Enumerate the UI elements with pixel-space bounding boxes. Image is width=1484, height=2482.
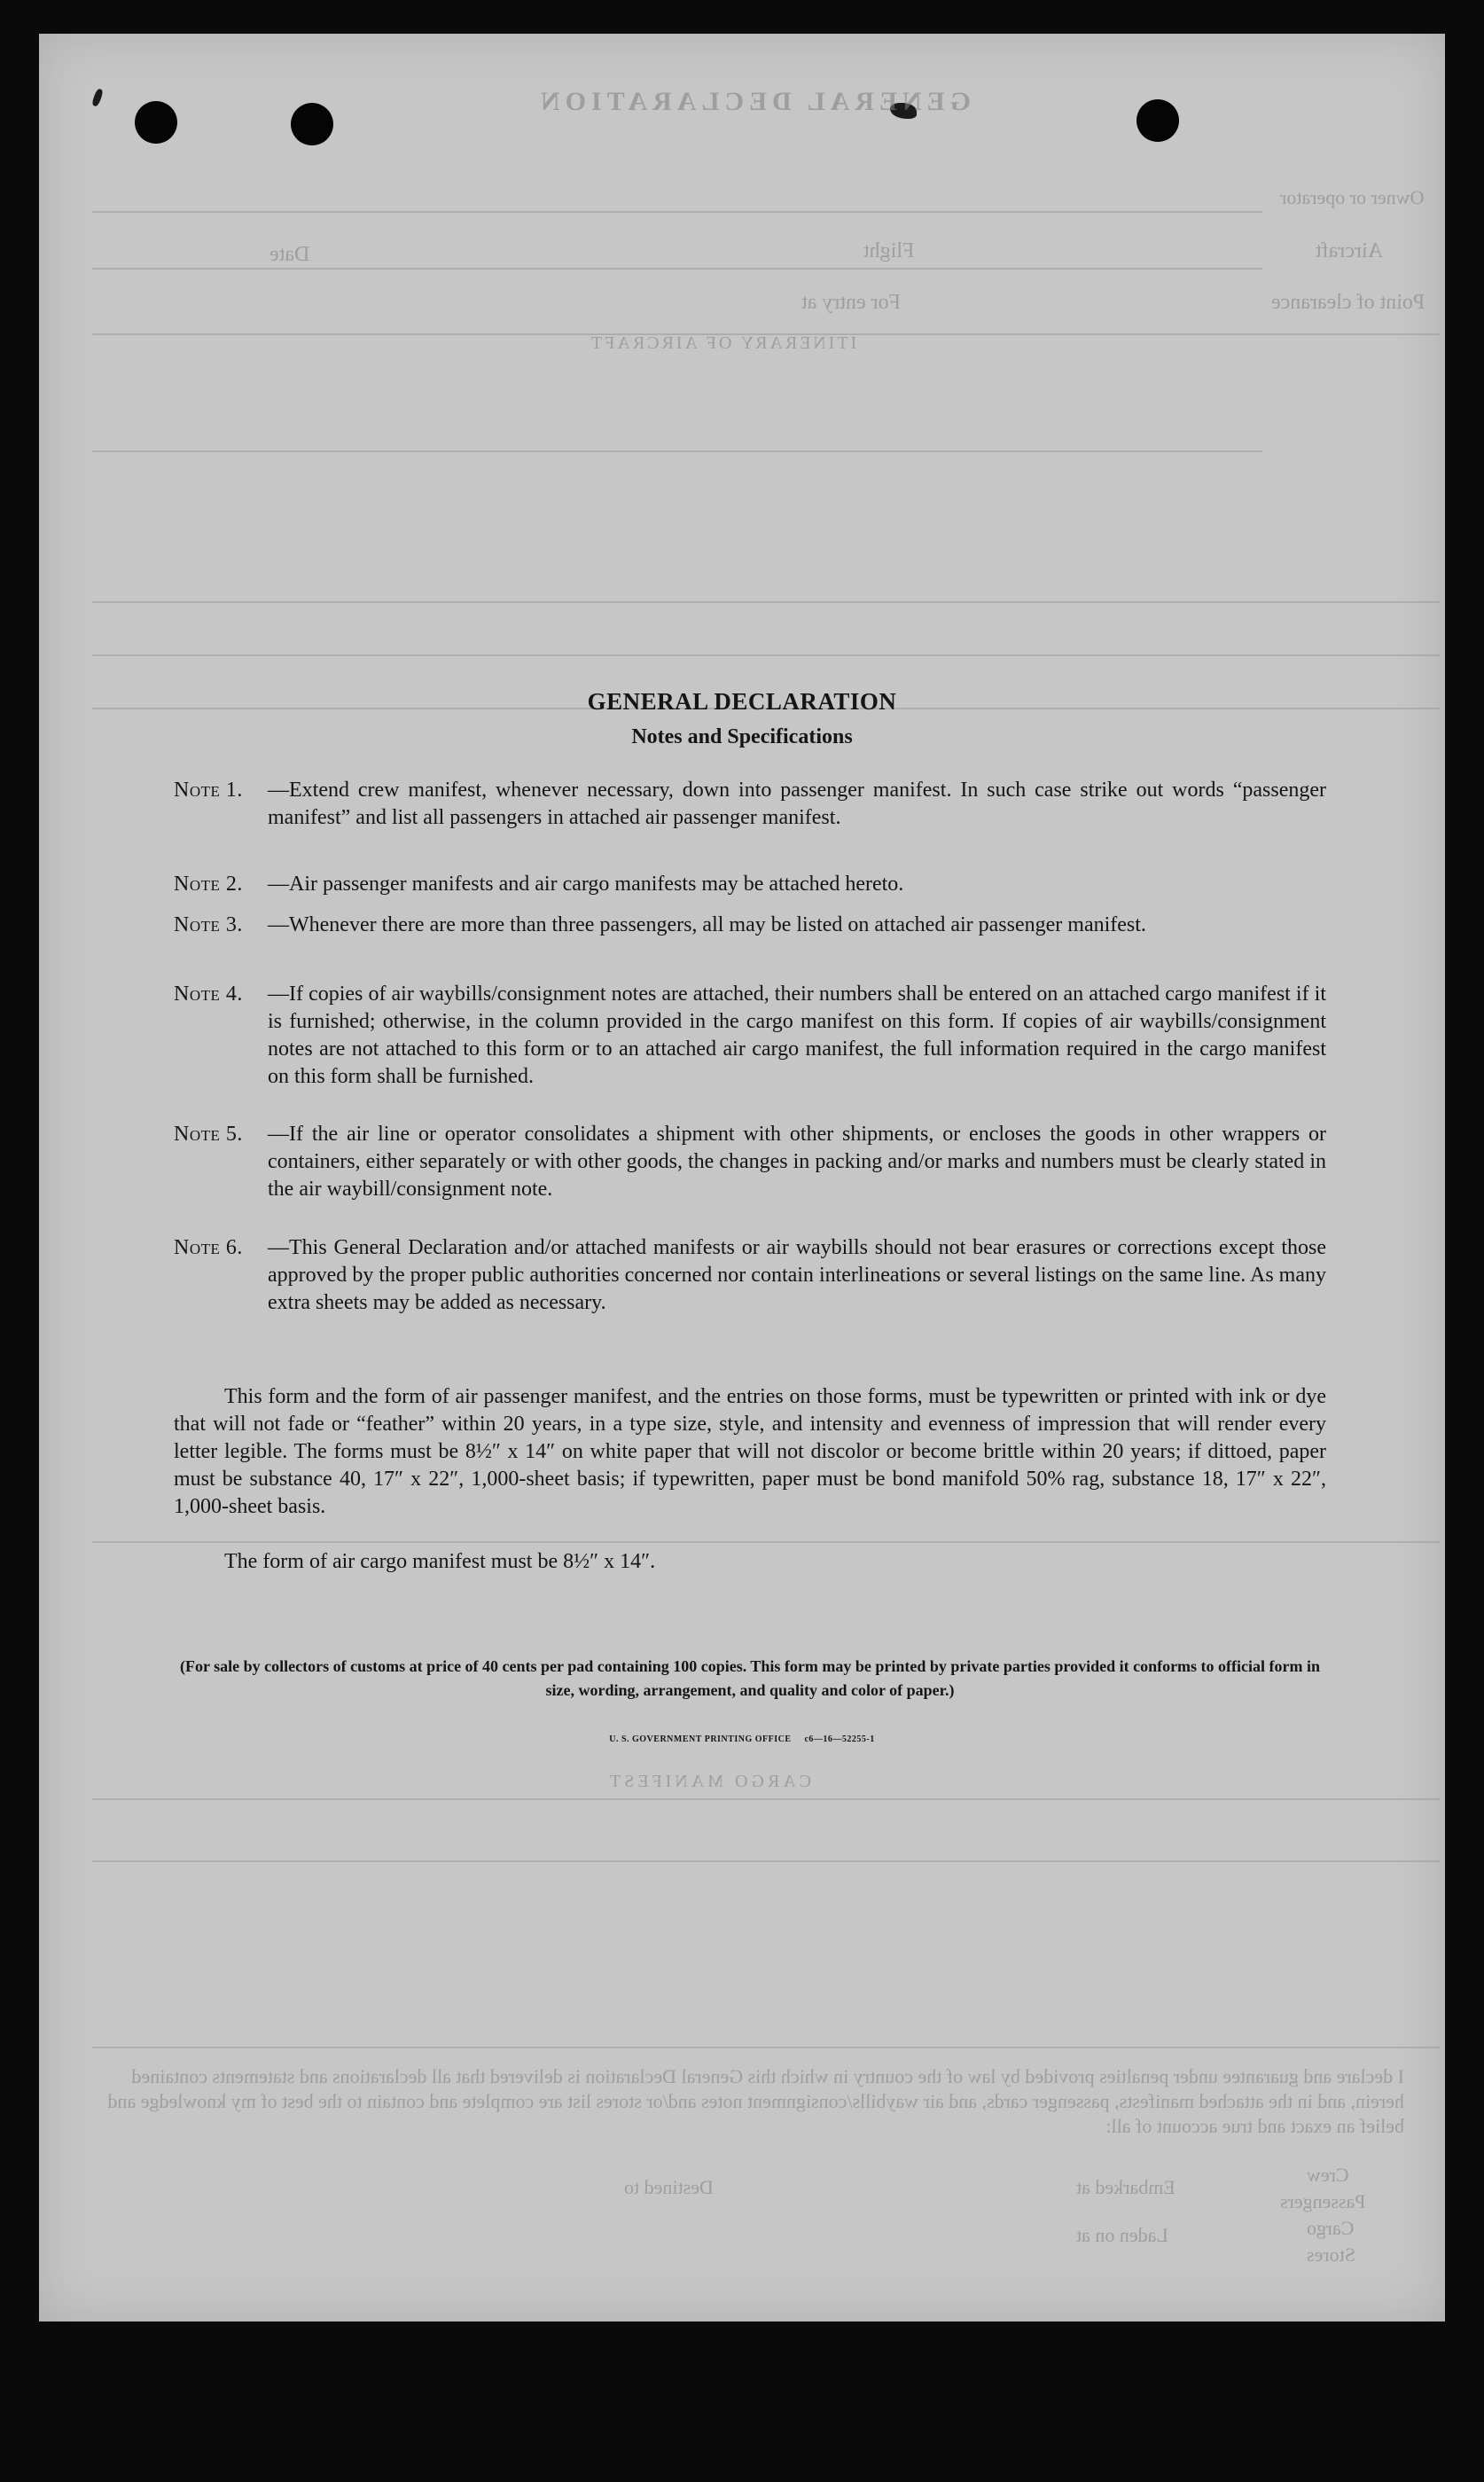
punch-hole-center-left (291, 103, 333, 145)
note-label: Note 4. (174, 983, 243, 1006)
bleed-through-destined: Destined to (624, 2176, 714, 2198)
printer-line: U. S. GOVERNMENT PRINTING OFFICE c6—16—52255-1 (609, 1734, 875, 1744)
bleed-through-aircraft: Aircraft (1316, 239, 1383, 262)
bleed-through-date: Date (269, 243, 310, 266)
bleed-through-rule (92, 654, 1440, 656)
bleed-through-flight: Flight (863, 239, 915, 262)
bleed-through-passengers: Passengers (1280, 2190, 1366, 2212)
sale-notice: (For sale by collectors of customs at price of 40 cents per pad containing 100 copies. This form may be printed by private parties provided it conforms to official form in size, wording, arrangement, and quality and color of paper.) (179, 1657, 1321, 1699)
bleed-through-rule (92, 268, 1262, 270)
bleed-through-stores: Stores (1307, 2243, 1355, 2266)
note-text: —This General Declaration and/or attached manifests or air waybills should not bear erasures or corrections except those approved by the proper public authorities concerned nor contain interlineations or several listings on the same line. As many extra sheets may be added as necessary. (268, 1236, 1326, 1314)
bleed-through-rule (92, 2047, 1440, 2048)
bleed-through-itinerary: ITINERARY OF AIRCRAFT (589, 333, 857, 353)
bleed-through-rule (92, 211, 1262, 213)
note-text: —If the air line or operator consolidates a shipment with other shipments, or encloses the goods in other wrappers or containers, either separately or with other goods, the changes in packing and/or marks and numbers must be clearly stated in the air waybill/consignment note. (268, 1123, 1326, 1201)
note-label: Note 2. (174, 873, 243, 896)
punch-hole-left (135, 101, 177, 144)
document-subtitle: Notes and Specifications (631, 725, 853, 748)
bleed-through-clearance: Point of clearance (1271, 291, 1425, 314)
note-3 (174, 912, 1326, 939)
bleed-through-entry: For entry at (801, 291, 901, 314)
bleed-through-rule (92, 1860, 1440, 1862)
note-6 (174, 1234, 1326, 1317)
bleed-through-rule (92, 601, 1440, 603)
note-text: —Extend crew manifest, whenever necessary, down into passenger manifest. In such case strike out words “passenger manifest” and list all passengers in attached air passenger manifest. (268, 779, 1326, 829)
note-2 (174, 871, 1326, 898)
note-1 (174, 777, 1326, 832)
bleed-through-cargo-manifest: CARGO MANIFEST (606, 1772, 812, 1791)
cargo-manifest-size: The form of air cargo manifest must be 8½″ x 14″. (224, 1550, 656, 1573)
note-5 (174, 1121, 1326, 1203)
note-label: Note 1. (174, 779, 243, 802)
note-text: —Air passenger manifests and air cargo manifests may be attached hereto. (268, 873, 904, 896)
bleed-through-declaration: I declare and guarantee under penalties provided by law of the country in which this General Declaration is delivered that all declarations and statements contained herein, and in the attached manifests, passenger cards, and air waybills/consignment notes and/or stores list are complete and contain to the best of my knowledge and belief an exact and true account of all: (107, 2065, 1404, 2137)
bleed-through-rule (92, 450, 1262, 452)
bleed-through-header: GENERAL DECLARATION (535, 87, 972, 116)
note-label: Note 5. (174, 1123, 243, 1146)
note-label: Note 6. (174, 1236, 243, 1259)
document-page (39, 34, 1445, 2321)
punch-hole-right (1136, 99, 1179, 142)
bleed-through-embarked: Embarked at (1076, 2176, 1175, 2198)
bleed-through-rule (92, 1541, 1440, 1543)
note-label: Note 3. (174, 913, 243, 936)
bleed-through-rule (92, 1798, 1440, 1800)
specification-paragraph: This form and the form of air passenger manifest, and the entries on those forms, must be typewritten or printed with ink or dye that will not fade or “feather” within 20 years, in a type size, style, and intensity and evenness of impression that will render every letter legible. The forms must be 8½″ x 14″ on white paper that will not discolor or become brittle within 20 years; if dittoed, paper must be substance 40, 17″ x 22″, 1,000-sheet basis; if typewritten, paper must be bond manifold 50% rag, substance 18, 17″ x 22″, 1,000-sheet basis. (174, 1385, 1326, 1518)
ink-mark (91, 88, 104, 107)
bleed-through-crew: Crew (1307, 2164, 1349, 2186)
bleed-through-cargo: Cargo (1307, 2217, 1355, 2239)
note-text: —If copies of air waybills/consignment notes are attached, their numbers shall be entered on an attached cargo manifest if it is furnished; otherwise, in the column provided in the cargo manifest on this form. If copies of air waybills/consignment notes are not attached to this form or to an attached air cargo manifest, the full information required in the cargo manifest on this form shall be furnished. (268, 983, 1326, 1088)
note-4 (174, 981, 1326, 1091)
bleed-through-owner: Owner or operator (1280, 186, 1425, 208)
note-text: —Whenever there are more than three passengers, all may be listed on attached air passenger manifest. (268, 913, 1146, 936)
bleed-through-laden: Laden on at (1076, 2224, 1168, 2246)
document-title: GENERAL DECLARATION (587, 688, 897, 715)
